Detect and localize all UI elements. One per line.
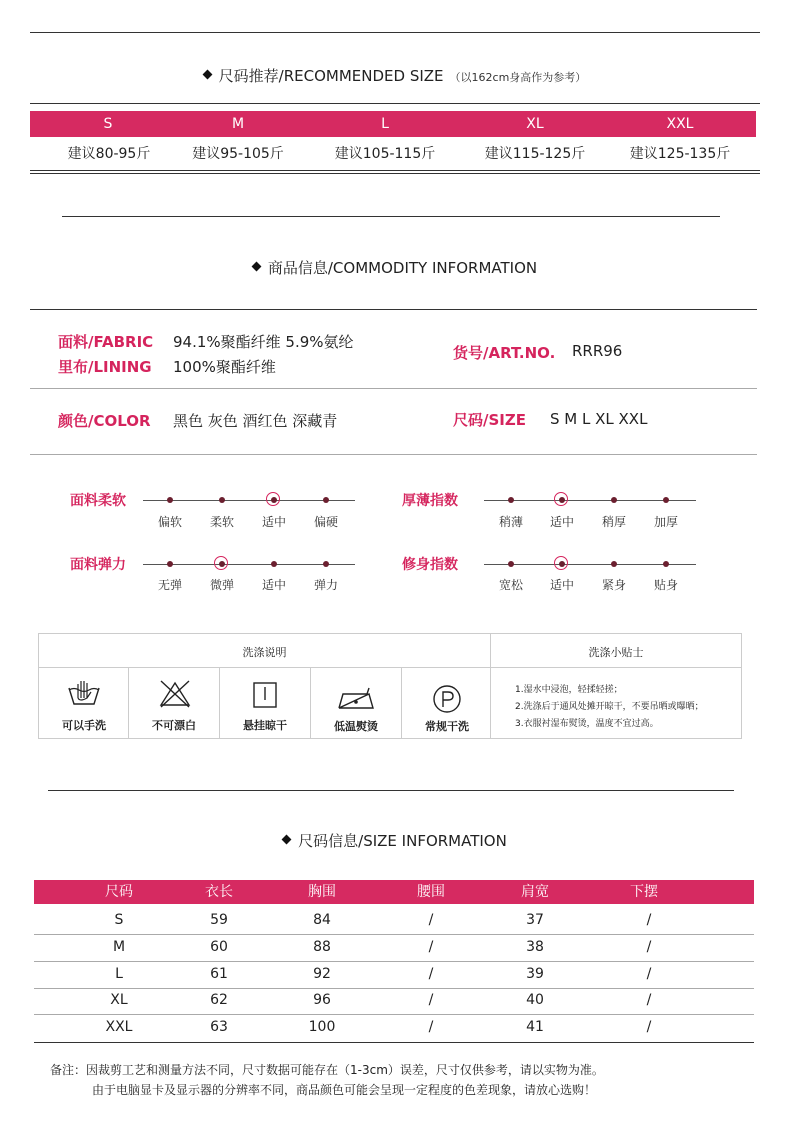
scale-option: 适中 [261, 515, 286, 529]
commodity-title: 商品信息/COMMODITY INFORMATION [0, 257, 790, 278]
art-label: 货号/ART.NO. [453, 344, 556, 362]
divider [62, 216, 720, 217]
recommended-size-weights [30, 141, 756, 167]
scale-dot [219, 497, 225, 503]
recommended-size-header [30, 111, 756, 137]
scale-option: 偏软 [157, 515, 182, 529]
scale-title: 厚薄指数 [402, 493, 458, 509]
scale-dot [611, 497, 617, 503]
hang-dry-icon [253, 682, 277, 708]
footnote-line: 由于电脑显卡及显示器的分辨率不同，商品颜色可能会呈现一定程度的色差现象，请放心选购！ [92, 1083, 597, 1097]
table-cell: 38 [526, 939, 544, 955]
washing-tips-header: 洗涤小贴士 [588, 646, 644, 659]
table-cell: / [646, 912, 652, 928]
scale-title: 面料柔软 [70, 493, 126, 509]
fabric-value: 94.1%聚酯纤维 5.9%氨纶 [173, 333, 354, 351]
wash-label: 低温熨烫 [334, 720, 378, 733]
table-cell: M [112, 939, 126, 955]
lining-value: 100%聚酯纤维 [173, 358, 276, 376]
hand-wash-icon [66, 678, 102, 708]
table-cell: 40 [526, 992, 544, 1008]
table-cell: 39 [526, 966, 544, 982]
wash-tip: 3.衣服衬湿布熨烫，温度不宜过高。 [515, 719, 659, 729]
lining-label: 里布/LINING [58, 358, 152, 376]
table-header-cell: 衣长 [205, 884, 233, 900]
size-value: S M L XL XXL [550, 410, 648, 428]
diamond-icon [202, 70, 212, 80]
scale-option: 贴身 [653, 578, 678, 592]
diamond-icon [251, 262, 261, 272]
scale-option: 适中 [261, 578, 286, 592]
wash-label: 不可漂白 [152, 719, 196, 732]
weight-value: 建议125-135斤 [629, 146, 731, 162]
scale-title: 面料弹力 [70, 557, 126, 573]
table-header-cell: 胸围 [308, 884, 336, 900]
divider [30, 173, 760, 174]
weight-value: 建议95-105斤 [192, 146, 284, 162]
scale-option: 弹力 [313, 578, 338, 592]
low-iron-icon [335, 684, 377, 710]
scale-dot [611, 561, 617, 567]
table-header-cell: 腰围 [417, 884, 445, 900]
table-header-cell: 尺码 [105, 884, 133, 900]
table-row [34, 934, 754, 960]
scale-dot [508, 561, 514, 567]
divider [48, 790, 734, 791]
scale-option: 紧身 [601, 578, 626, 592]
table-header-cell: 下摆 [630, 884, 658, 900]
table-cell: / [428, 966, 434, 982]
size-label: XL [526, 116, 544, 132]
table-cell: / [428, 1019, 434, 1035]
table-cell: XXL [105, 1019, 133, 1035]
wash-tip: 2.洗涤后于通风处摊开晾干，不要吊晒或曝晒； [515, 702, 704, 712]
divider [30, 388, 757, 389]
divider [30, 103, 760, 104]
scale-dot-selected [219, 561, 225, 567]
scale-option: 适中 [549, 515, 574, 529]
table-cell: 41 [526, 1019, 544, 1035]
size-label: 尺码/SIZE [453, 411, 526, 429]
footnote-line: 备注：因裁剪工艺和测量方法不同，尺寸数据可能存在（1-3cm）误差，尺寸仅供参考，请以实物为准。 [50, 1063, 604, 1077]
table-cell: 96 [313, 992, 331, 1008]
table-cell: / [428, 992, 434, 1008]
scale-dot [167, 561, 173, 567]
divider [30, 454, 757, 455]
scale-option: 适中 [549, 578, 574, 592]
table-row [34, 987, 754, 1013]
recommended-size-title: 尺码推荐/RECOMMENDED SIZE （以162cm身高作为参考） [0, 65, 790, 86]
table-cell: / [646, 966, 652, 982]
table-cell: / [428, 939, 434, 955]
scale-dot [167, 497, 173, 503]
scale-option: 无弹 [157, 578, 182, 592]
fabric-label: 面料/FABRIC [58, 333, 154, 351]
scale-dot [663, 561, 669, 567]
wash-label: 悬挂晾干 [243, 719, 287, 732]
table-row [34, 907, 754, 933]
scale-dot [508, 497, 514, 503]
weight-value: 建议80-95斤 [67, 146, 151, 162]
wash-tip: 1.湿水中浸泡，轻揉轻搓； [515, 685, 623, 695]
wash-label: 常规干洗 [425, 720, 469, 733]
table-cell: / [646, 1019, 652, 1035]
table-cell: XL [110, 992, 128, 1008]
size-table-header [34, 880, 754, 904]
table-row [34, 1014, 754, 1040]
divider [30, 170, 760, 171]
washing-header: 洗涤说明 [242, 646, 287, 659]
weight-value: 建议105-115斤 [334, 146, 436, 162]
size-info-title: 尺码信息/SIZE INFORMATION [0, 830, 790, 851]
table-cell: 100 [308, 1019, 336, 1035]
scale-dot-selected [271, 497, 277, 503]
table-cell: / [646, 992, 652, 1008]
scale-option: 柔软 [209, 515, 234, 529]
washing-box [38, 633, 742, 739]
size-label: XXL [666, 116, 694, 132]
color-label: 颜色/COLOR [58, 412, 151, 430]
table-cell: 59 [210, 912, 228, 928]
diamond-icon [282, 835, 292, 845]
no-bleach-icon [159, 680, 191, 708]
divider [34, 1042, 754, 1043]
table-cell: 92 [313, 966, 331, 982]
wash-label: 可以手洗 [62, 719, 106, 732]
scale-dot [271, 561, 277, 567]
table-cell: / [428, 912, 434, 928]
table-header-cell: 肩宽 [521, 884, 549, 900]
divider [30, 32, 760, 33]
table-cell: 63 [210, 1019, 228, 1035]
color-value: 黑色 灰色 酒红色 深藏青 [173, 412, 338, 430]
scale-dot [323, 561, 329, 567]
divider [39, 667, 741, 668]
dry-clean-icon [432, 684, 462, 714]
scale-dot-selected [559, 497, 565, 503]
scale-option: 加厚 [653, 515, 678, 529]
scale-option: 稍厚 [601, 515, 626, 529]
scale-option: 微弹 [209, 578, 234, 592]
table-cell: 61 [210, 966, 228, 982]
size-label: M [231, 116, 245, 132]
art-value: RRR96 [572, 342, 623, 360]
scale-option: 偏硬 [313, 515, 338, 529]
table-cell: 88 [313, 939, 331, 955]
table-cell: 60 [210, 939, 228, 955]
scale-dot [663, 497, 669, 503]
weight-value: 建议115-125斤 [484, 146, 586, 162]
scale-dot-selected [559, 561, 565, 567]
size-label: L [381, 116, 389, 132]
table-cell: 84 [313, 912, 331, 928]
table-cell: 62 [210, 992, 228, 1008]
table-cell: L [115, 966, 123, 982]
table-row [34, 961, 754, 987]
table-cell: / [646, 939, 652, 955]
scale-title: 修身指数 [402, 557, 458, 573]
table-cell: 37 [526, 912, 544, 928]
table-cell: S [114, 912, 124, 928]
scale-dot [323, 497, 329, 503]
divider [30, 309, 757, 310]
size-label: S [103, 116, 113, 132]
scale-option: 宽松 [498, 578, 523, 592]
scale-option: 稍薄 [498, 515, 523, 529]
